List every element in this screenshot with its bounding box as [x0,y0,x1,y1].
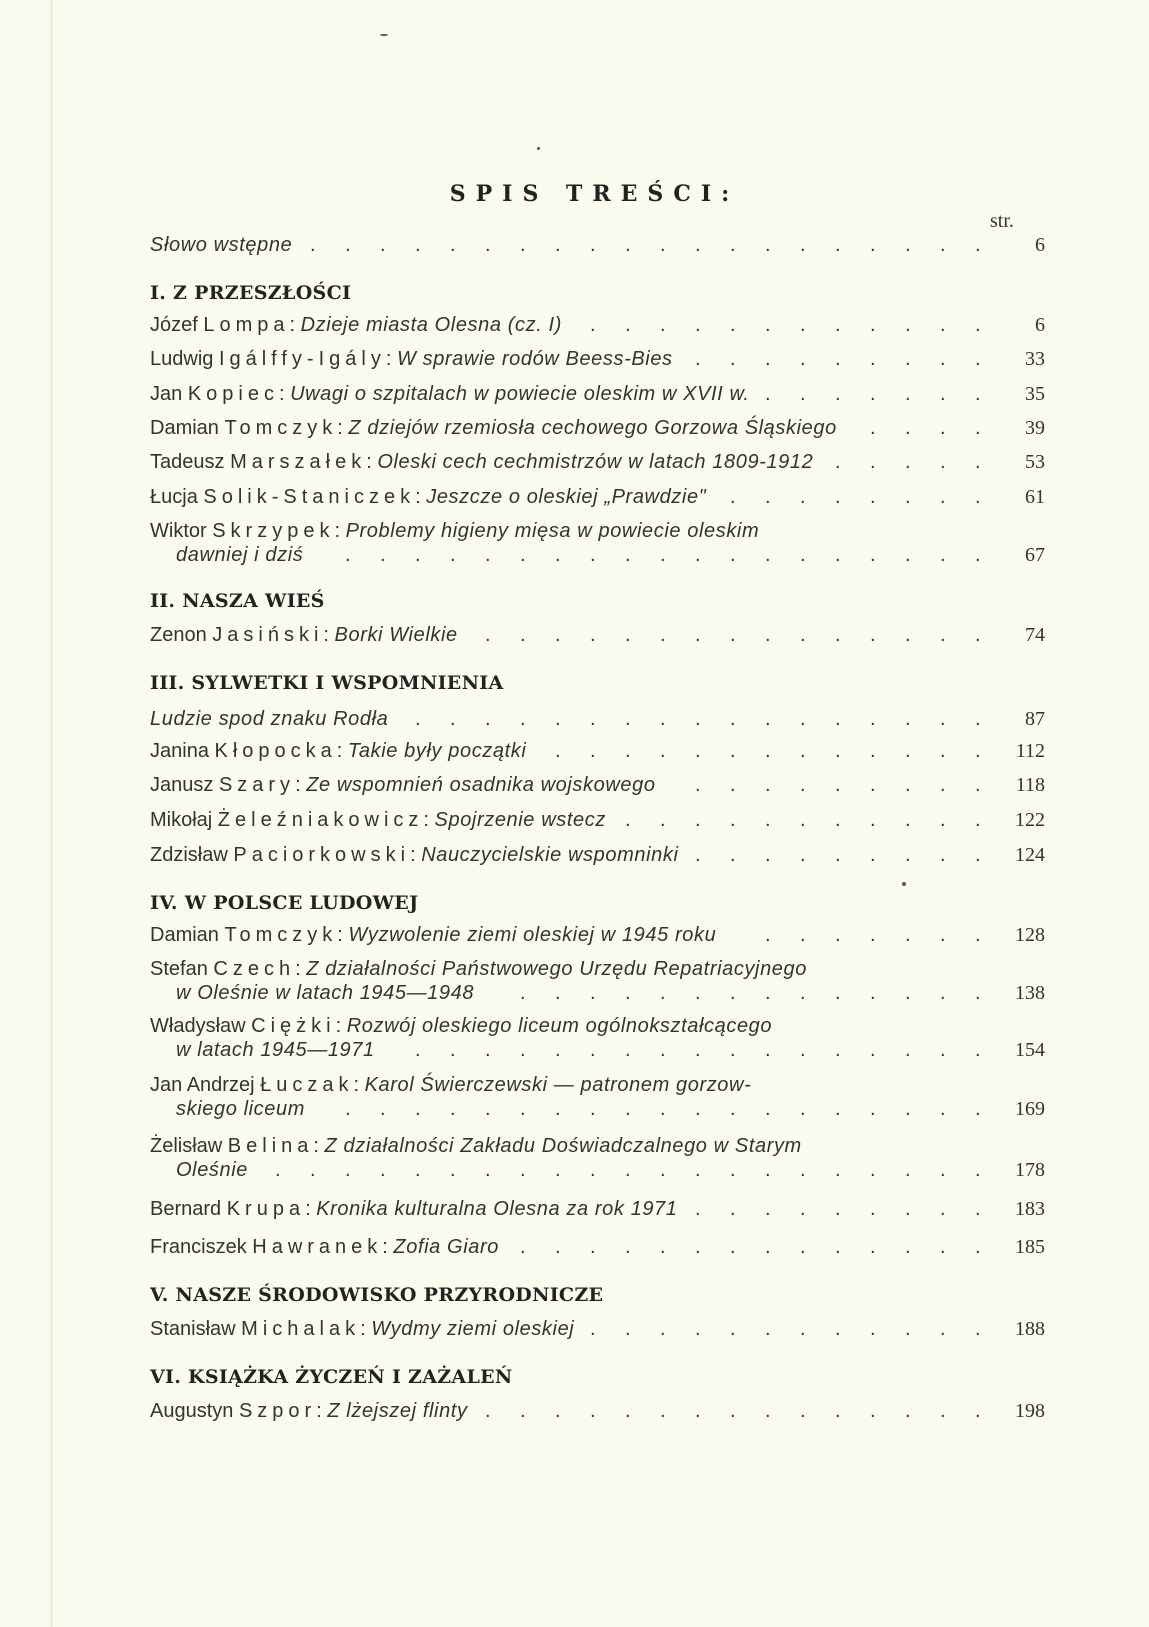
author-name [150,383,279,405]
work-title[interactable]: Oleski cech cechmistrzów w latach 1809-1912 [377,451,814,473]
page-number[interactable]: 67 [1025,544,1045,566]
toc-entry-text [150,807,606,833]
separator: : [334,520,346,542]
author-surname: Kopiec [187,383,279,405]
author-name [150,1135,313,1157]
toc-entry-line: Bernard Krupa: Kronika kulturalna Olesna za rok 1971 183 . . . . . . . . . [150,1198,1045,1220]
toc-entry-text [150,1316,574,1342]
toc-entry-text [176,1096,305,1122]
page-number[interactable]: 154 [1015,1039,1045,1061]
page-fold-shadow [50,0,53,1627]
author-name [150,520,334,542]
page-number[interactable]: 185 [1015,1236,1045,1258]
separator: : [423,809,435,831]
toc-entry-line: Słowo wstępne 6 . . . . . . . . . . . . . . . . . . . . [150,234,1045,256]
author-first-name: Damian [150,417,225,439]
toc-entry[interactable] [150,1072,1045,1122]
toc-entry-line: Janina Kłopocka: Takie były początki 112 . . . . . . . . . . . . . [150,740,1045,762]
work-title[interactable]: Wydmy ziemi oleskiej [371,1318,575,1340]
work-title-continued[interactable]: Oleśnie [176,1159,249,1181]
toc-entry-line: Mikołaj Żeleźniakowicz: Spojrzenie wstecz 122 . . . . . . . . . . . [150,809,1045,831]
work-title[interactable]: Borki Wielkie [334,624,458,646]
toc-entry-text [150,232,292,258]
work-title[interactable]: Z działalności Państwowego Urzędu Repatriacyjnego [306,958,807,980]
separator: : [366,451,378,473]
author-first-name: Stefan [150,958,214,980]
author-first-name: Ludwig [150,348,219,370]
toc-entry-line: Łucja Solik-Staniczek: Jeszcze o oleskiej „Prawdzie" 61 . . . . . . . . [150,486,1045,508]
toc-entry-line [150,1013,1045,1039]
author-first-name: Bernard [150,1198,227,1220]
toc-entry-text [150,449,813,475]
author-surname: Jasiński [212,624,324,646]
toc-entry[interactable] [150,706,1045,732]
toc-entry-text [176,1157,248,1183]
section-heading: III. SYLWETKI I WSPOMNIENIA [150,672,504,694]
toc-entry[interactable] [150,1316,1045,1342]
page-number[interactable]: 124 [1015,844,1045,866]
author-name [150,740,337,762]
toc-entry-line: Ludwig Igálffy-Igály: W sprawie rodów Beess-Bies 33 . . . . . . . . . [150,348,1045,370]
work-title-continued[interactable]: w latach 1945—1971 [176,1039,375,1061]
toc-entry-line-2: w Oleśnie w latach 1945—1948 138 . . . . . . . . . . . . . . [176,982,1045,1004]
author-name [150,348,386,370]
work-title[interactable]: Takie były początki [347,740,527,762]
work-title[interactable]: Spojrzenie wstecz [434,809,606,831]
author-name [150,417,337,439]
toc-entry-text [150,1013,772,1039]
author-first-name: Żelisław [150,1135,228,1157]
toc-entry-line: Damian Tomczyk: Wyzwolenie ziemi oleskiej w 1945 roku 128 . . . . . . . [150,924,1045,946]
toc-entry[interactable] [150,807,1045,833]
separator: : [335,1015,347,1037]
separator: : [278,383,291,405]
page-number[interactable]: 6 [1035,314,1045,336]
work-title[interactable]: Słowo wstępne [150,234,293,256]
section-heading: I. Z PRZESZŁOŚCI [150,282,352,304]
work-title[interactable]: Z działalności Zakładu Doświadczalnego w Starym [324,1135,802,1157]
author-name [150,1198,305,1220]
author-surname: Skrzypek [212,520,335,542]
work-title[interactable]: Z lżejszej flinty [327,1400,468,1422]
page-number[interactable]: 188 [1015,1318,1045,1340]
separator: : [382,1236,394,1258]
page-number[interactable]: 35 [1025,383,1045,405]
author-name [150,809,423,831]
author-surname: Krupa [226,1198,306,1220]
separator: : [410,844,422,866]
page-number[interactable]: 6 [1035,234,1045,256]
page-number[interactable]: 112 [1015,740,1045,762]
author-name [150,958,295,980]
toc-entry-text [150,346,673,372]
page-title: SPIS TREŚCI: [449,180,740,207]
separator: : [295,958,307,980]
toc-entry-line-2: dawniej i dziś 67 . . . . . . . . . . . . . . . . . . . [176,544,1045,566]
toc-entry-text [150,922,716,948]
toc-entry[interactable] [150,449,1045,475]
author-surname: Belina [227,1135,314,1157]
author-first-name: Łucja [150,486,204,508]
author-name [150,624,323,646]
page-number[interactable]: 87 [1025,708,1045,730]
author-name [150,486,415,508]
author-first-name: Janina [150,740,215,762]
toc-entry-text [150,1133,802,1159]
author-first-name: Władysław [150,1015,252,1037]
section-heading: II. NASZA WIEŚ [150,590,325,612]
author-name [150,844,410,866]
toc-entry-line-2: w latach 1945—1971 154 . . . . . . . . . . . . . . . . . [176,1039,1045,1061]
work-title-continued[interactable]: dawniej i dziś [176,544,304,566]
author-name [150,1318,360,1340]
toc-entry[interactable] [150,312,1045,338]
toc-entry-line-2: Oleśnie 178 . . . . . . . . . . . . . . . . . . . . . [176,1159,1045,1181]
work-title[interactable]: Karol Świerczewski — patronem gorzow- [364,1074,752,1096]
toc-entry[interactable] [150,956,1045,1006]
toc-entry-line [150,518,1045,544]
page-number[interactable]: 128 [1015,924,1045,946]
separator: : [336,740,348,762]
toc-entry-text [150,484,706,510]
author-first-name: Jan Andrzej [150,1074,261,1096]
work-title[interactable]: Problemy higieny mięsa w powiecie oleskim [345,520,760,542]
toc-entry-line: Józef Lompa: Dzieje miasta Olesna (cz. I) 6 . . . . . . . . . . . . [150,314,1045,336]
work-title[interactable]: Nauczycielskie wspomninki [421,844,679,866]
toc-entry-line-2: skiego liceum 169 . . . . . . . . . . . . . . . . . . . [176,1098,1045,1120]
toc-entry-line: Zdzisław Paciorkowski: Nauczycielskie wspomninki 124 . . . . . . . . . [150,844,1045,866]
work-title[interactable]: Rozwój oleskiego liceum ogólnokształcącego [346,1015,773,1037]
separator: : [289,314,301,336]
author-surname: Tomczyk [224,417,338,439]
toc-entry-text [176,980,474,1006]
page-number[interactable]: 53 [1025,451,1045,473]
toc-entry[interactable] [150,346,1045,372]
toc-entry-text [150,1072,751,1098]
toc-entry-text [150,312,562,338]
author-first-name: Janusz [150,774,219,796]
page-number[interactable]: 39 [1025,417,1045,439]
toc-entry[interactable] [150,842,1045,868]
toc-entry-text [150,622,458,648]
toc-entry-line: Damian Tomczyk: Z dziejów rzemiosła cechowego Gorzowa Śląskiego 39 . . . . [150,417,1045,439]
toc-entry-line [150,956,1045,982]
author-first-name: Józef [150,314,204,336]
toc-entry[interactable] [150,232,1045,258]
author-name [150,1236,382,1258]
toc-entry-line [150,1072,1045,1098]
toc-entry-text [150,842,679,868]
author-first-name: Damian [150,924,225,946]
section-heading: VI. KSIĄŻKA ŻYCZEŃ I ZAŻALEŃ [150,1366,513,1388]
page-column-label: str. [990,210,1014,232]
separator: : [360,1318,372,1340]
author-name [150,451,366,473]
work-title[interactable]: Jeszcze o oleskiej „Prawdzie" [426,486,707,508]
toc-entry[interactable] [150,1013,1045,1063]
work-title[interactable]: Ludzie spod znaku Rodła [150,708,389,730]
toc-entry[interactable] [150,1196,1045,1222]
work-title-continued[interactable]: w Oleśnie w latach 1945—1948 [176,982,475,1004]
author-first-name: Zenon [150,624,213,646]
work-title[interactable]: Ze wspomnień osadnika wojskowego [306,774,656,796]
work-title-continued[interactable]: skiego liceum [176,1098,305,1120]
separator: : [316,1400,328,1422]
toc-entry-text [150,772,656,798]
work-title[interactable]: Uwagi o szpitalach w powiecie oleskim w XVII w. [290,383,750,405]
toc-entry-line: Janusz Szary: Ze wspomnień osadnika wojskowego 118 . . . . . . . . . [150,774,1045,796]
toc-entry[interactable] [150,415,1045,441]
toc-entry-text [150,1196,678,1222]
work-title[interactable]: W sprawie rodów Beess-Bies [396,348,673,370]
toc-entry-text [176,542,303,568]
toc-entry-line: Franciszek Hawranek: Zofia Giaro 185 . . . . . . . . . . . . . . [150,1236,1045,1258]
toc-entry-line [150,1133,1045,1159]
author-surname: Tomczyk [224,924,338,946]
author-surname: Igálffy-Igály [218,348,386,370]
author-first-name: Mikołaj [150,809,218,831]
scan-speck [902,882,906,886]
author-name [150,1074,353,1096]
page-number[interactable]: 169 [1015,1098,1045,1120]
author-first-name: Augustyn [150,1400,239,1422]
author-surname: Łuczak [260,1074,354,1096]
separator: : [323,624,335,646]
separator: : [337,417,349,439]
author-surname: Czech [213,958,296,980]
section-heading: V. NASZE ŚRODOWISKO PRZYRODNICZE [150,1284,604,1306]
page-number[interactable]: 33 [1025,348,1045,370]
author-surname: Ciężki [251,1015,336,1037]
author-surname: Marszałek [230,451,367,473]
separator: : [295,774,307,796]
toc-entry[interactable] [150,738,1045,764]
separator: : [353,1074,365,1096]
separator: : [385,348,397,370]
scan-speck [537,147,540,150]
author-first-name: Franciszek [150,1236,253,1258]
toc-entry[interactable] [150,518,1045,568]
toc-entry[interactable] [150,772,1045,798]
page-number[interactable]: 74 [1025,624,1045,646]
work-title[interactable]: Dzieje miasta Olesna (cz. I) [300,314,562,336]
toc-entry-text [150,381,750,407]
author-surname: Żeleźniakowicz [217,809,424,831]
toc-entry-text [150,706,388,732]
author-first-name: Tadeusz [150,451,231,473]
toc-entry[interactable] [150,922,1045,948]
toc-entry-text [176,1037,375,1063]
author-name [150,1400,316,1422]
toc-entry-text [150,738,526,764]
toc-entry[interactable] [150,622,1045,648]
author-surname: Hawranek [252,1236,383,1258]
separator: : [337,924,349,946]
author-surname: Solik-Staniczek [203,486,416,508]
page-number[interactable]: 118 [1015,774,1045,796]
author-name [150,1015,336,1037]
work-title[interactable]: Z dziejów rzemiosła cechowego Gorzowa Śląskiego [348,417,837,439]
toc-entry[interactable] [150,1234,1045,1260]
separator: : [305,1198,317,1220]
toc-entry[interactable] [150,1398,1045,1424]
author-surname: Szpor [238,1400,317,1422]
author-first-name: Wiktor [150,520,213,542]
section-heading: IV. W POLSCE LUDOWEJ [150,892,419,914]
toc-entry-line: Ludzie spod znaku Rodła 87 . . . . . . . . . . . . . . . . . [150,708,1045,730]
toc-entry-text [150,1398,468,1424]
toc-entry-text [150,518,759,544]
page-number[interactable]: 178 [1015,1159,1045,1181]
toc-entry-text [150,1234,499,1260]
author-name [150,924,337,946]
author-surname: Michalak [241,1318,361,1340]
toc-entry-line: Jan Kopiec: Uwagi o szpitalach w powiecie oleskim w XVII w. 35 . . . . . . . [150,383,1045,405]
toc-entry[interactable] [150,1133,1045,1183]
separator: : [415,486,427,508]
page-number[interactable]: 198 [1015,1400,1045,1422]
author-surname: Lompa [203,314,290,336]
toc-entry-line: Tadeusz Marszałek: Oleski cech cechmistrzów w latach 1809-1912 53 . . . . . [150,451,1045,473]
page-number[interactable]: 122 [1015,809,1045,831]
author-surname: Kłopocka [214,740,337,762]
toc-entry-text [150,415,837,441]
page-number[interactable]: 138 [1015,982,1045,1004]
toc-entry-line: Augustyn Szpor: Z lżejszej flinty 198 . . . . . . . . . . . . . . . [150,1400,1045,1422]
toc-entry-line: Zenon Jasiński: Borki Wielkie 74 . . . . . . . . . . . . . . . [150,624,1045,646]
author-first-name: Stanisław [150,1318,242,1340]
work-title[interactable]: Zofia Giaro [393,1236,499,1258]
work-title[interactable]: Wyzwolenie ziemi oleskiej w 1945 roku [348,924,717,946]
page-number[interactable]: 61 [1025,486,1045,508]
page-number[interactable]: 183 [1015,1198,1045,1220]
work-title[interactable]: Kronika kulturalna Olesna za rok 1971 [316,1198,678,1220]
toc-entry-line: Stanisław Michalak: Wydmy ziemi oleskiej 188 . . . . . . . . . . . . [150,1318,1045,1340]
author-surname: Szary [218,774,296,796]
author-surname: Paciorkowski [233,844,411,866]
author-first-name: Zdzisław [150,844,234,866]
toc-entry[interactable] [150,484,1045,510]
author-first-name: Jan [150,383,188,405]
author-name [150,774,295,796]
author-name [150,314,290,336]
toc-entry-text [150,956,807,982]
toc-entry[interactable] [150,381,1045,407]
separator: : [313,1135,325,1157]
scan-speck [380,34,388,36]
